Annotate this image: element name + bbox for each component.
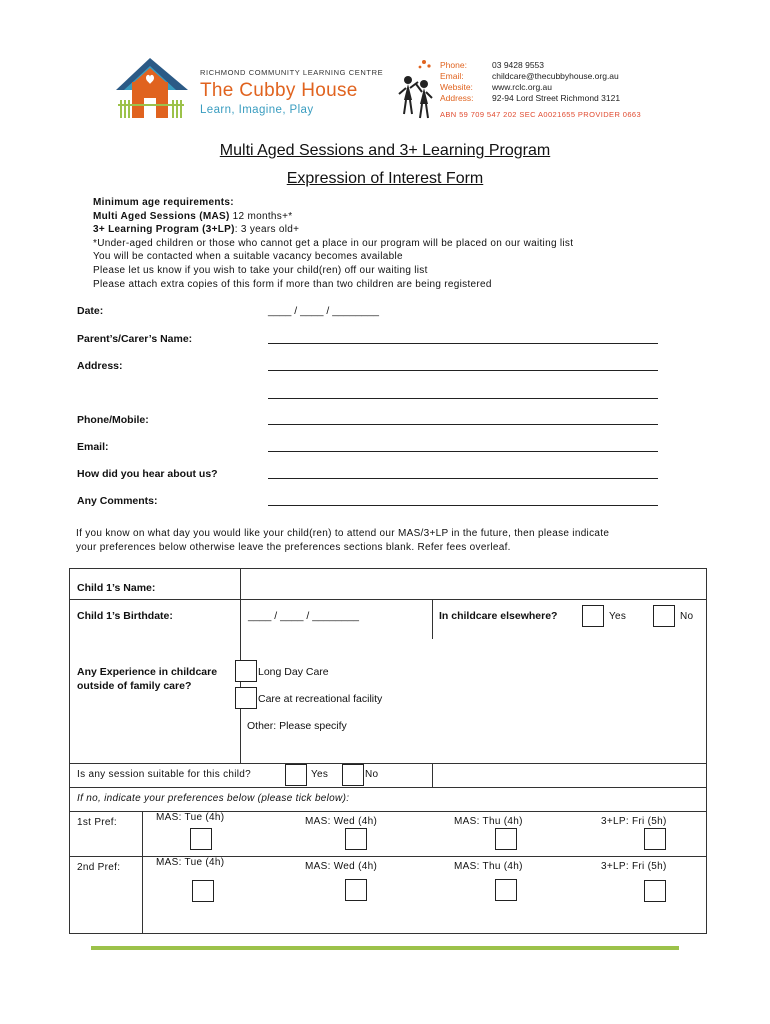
long-day-care-checkbox[interactable]: [235, 660, 257, 682]
date-label: Date:: [77, 305, 104, 317]
age-requirements: [93, 196, 573, 291]
contact-label: Email:: [440, 71, 464, 81]
pref1-fri-checkbox[interactable]: [644, 828, 666, 850]
pref1-thu-checkbox[interactable]: [495, 828, 517, 850]
preferences-note-line: If you know on what day you would like your child(ren) to attend our MAS/3+LP in the future, then please indicate: [76, 528, 610, 539]
preferences-note: [76, 527, 696, 554]
childcare-yes-checkbox[interactable]: [582, 605, 604, 627]
lp-label: 3+ Learning Program (3+LP): [93, 224, 235, 236]
second-pref-label: 2nd Pref:: [77, 862, 121, 873]
other-specify-label: Other: Please specify: [247, 720, 347, 732]
org-title: The Cubby House: [200, 80, 358, 101]
pref1-tue-checkbox[interactable]: [190, 828, 212, 850]
pref1-option-label: MAS: Thu (4h): [454, 816, 523, 827]
recreational-care-label: Care at recreational facility: [258, 693, 383, 705]
pref2-option-label: MAS: Thu (4h): [454, 861, 523, 872]
info-note: You will be contacted when a suitable vacancy becomes available: [93, 251, 403, 263]
parent-name-label: Parent’s/Carer’s Name:: [77, 333, 193, 345]
pref1-option-label: MAS: Tue (4h): [156, 812, 225, 823]
address-label: Address:: [77, 360, 123, 372]
mas-label: Multi Aged Sessions (MAS): [93, 210, 230, 222]
child-name-label: Child 1’s Name:: [77, 582, 156, 594]
experience-label-line: outside of family care?: [77, 680, 192, 692]
session-question-label: Is any session suitable for this child?: [77, 769, 252, 780]
address-field-line-2[interactable]: [268, 398, 658, 399]
contact-label: Phone:: [440, 60, 467, 70]
pref2-option-label: MAS: Tue (4h): [156, 857, 225, 868]
lp-value: : 3 years old+: [234, 224, 300, 236]
hear-about-field[interactable]: [268, 478, 658, 479]
contact-address-row: [440, 93, 620, 104]
parent-name-field[interactable]: [268, 343, 658, 344]
address-field-line-1[interactable]: [268, 370, 658, 371]
info-note: Please attach extra copies of this form if more than two children are being registered: [93, 278, 492, 290]
contact-label: Address:: [440, 93, 474, 103]
pref2-fri-checkbox[interactable]: [644, 880, 666, 902]
date-field[interactable]: ____ / ____ / ________: [268, 305, 379, 317]
pref2-option-label: 3+LP: Fri (5h): [601, 861, 667, 872]
child-birthdate-field[interactable]: ____ / ____ / ________: [248, 610, 359, 622]
childcare-elsewhere-label: In childcare elsewhere?: [439, 610, 558, 622]
pref2-wed-checkbox[interactable]: [345, 879, 367, 901]
recreational-care-checkbox[interactable]: [235, 687, 257, 709]
hear-about-label: How did you hear about us?: [77, 468, 218, 480]
abn-line: ABN 59 709 547 202 SEC A0021655 PROVIDER 0663: [440, 110, 642, 119]
session-no-checkbox[interactable]: [342, 764, 364, 786]
contact-label: Website:: [440, 82, 473, 92]
child-details-table: [69, 568, 707, 934]
contact-details: [440, 60, 620, 104]
first-pref-label: 1st Pref:: [77, 817, 117, 828]
child-birthdate-label: Child 1’s Birthdate:: [77, 610, 173, 622]
session-no-label: No: [365, 769, 379, 780]
child-name-field[interactable]: [242, 571, 702, 597]
if-no-instructions: If no, indicate your preferences below (please tick below):: [77, 793, 350, 804]
contact-value: 03 9428 9553: [492, 60, 544, 70]
pref1-option-label: MAS: Wed (4h): [305, 816, 378, 827]
email-field[interactable]: [268, 451, 658, 452]
age-heading: Minimum age requirements:: [93, 197, 234, 208]
pref2-option-label: MAS: Wed (4h): [305, 861, 378, 872]
experience-label-line: Any Experience in childcare: [77, 666, 218, 678]
org-tagline: Learn, Imagine, Play: [200, 104, 314, 116]
preferences-note-line: your preferences below otherwise leave the preferences sections blank. Refer fees overleaf.: [76, 541, 511, 553]
contact-email-row: [440, 71, 620, 82]
info-note: *Under-aged children or those who cannot get a place in our program will be placed on our waiting list: [93, 237, 574, 249]
pref1-wed-checkbox[interactable]: [345, 828, 367, 850]
email-label: Email:: [77, 441, 109, 453]
contact-value: www.rclc.org.au: [492, 82, 552, 92]
childcare-yes-label: Yes: [609, 611, 627, 622]
childcare-no-checkbox[interactable]: [653, 605, 675, 627]
session-yes-checkbox[interactable]: [285, 764, 307, 786]
form-subtitle: Expression of Interest Form: [286, 170, 484, 187]
org-name: RICHMOND COMMUNITY LEARNING CENTRE: [200, 68, 384, 77]
info-note: Please let us know if you wish to take your child(ren) off our waiting list: [93, 264, 428, 276]
contact-value: childcare@thecubbyhouse.org.au: [492, 71, 619, 81]
org-block: [200, 68, 383, 116]
session-yes-label: Yes: [311, 769, 329, 780]
children-silhouette-icon: [396, 58, 438, 120]
mas-value: 12 months+*: [229, 210, 293, 222]
footer-divider: [91, 946, 679, 950]
phone-field[interactable]: [268, 424, 658, 425]
experience-label: [77, 665, 217, 693]
comments-field[interactable]: [268, 505, 658, 506]
childcare-no-label: No: [680, 611, 694, 622]
contact-value: 92-94 Lord Street Richmond 3121: [492, 93, 621, 103]
cubby-house-logo: [110, 56, 195, 122]
pref2-thu-checkbox[interactable]: [495, 879, 517, 901]
comments-label: Any Comments:: [77, 495, 158, 507]
pref2-tue-checkbox[interactable]: [192, 880, 214, 902]
contact-website-row: [440, 82, 620, 93]
pref1-option-label: 3+LP: Fri (5h): [601, 816, 667, 827]
long-day-care-label: Long Day Care: [258, 666, 329, 678]
contact-phone-row: [440, 60, 620, 71]
phone-label: Phone/Mobile:: [77, 414, 149, 426]
form-title: Multi Aged Sessions and 3+ Learning Program: [219, 142, 551, 159]
